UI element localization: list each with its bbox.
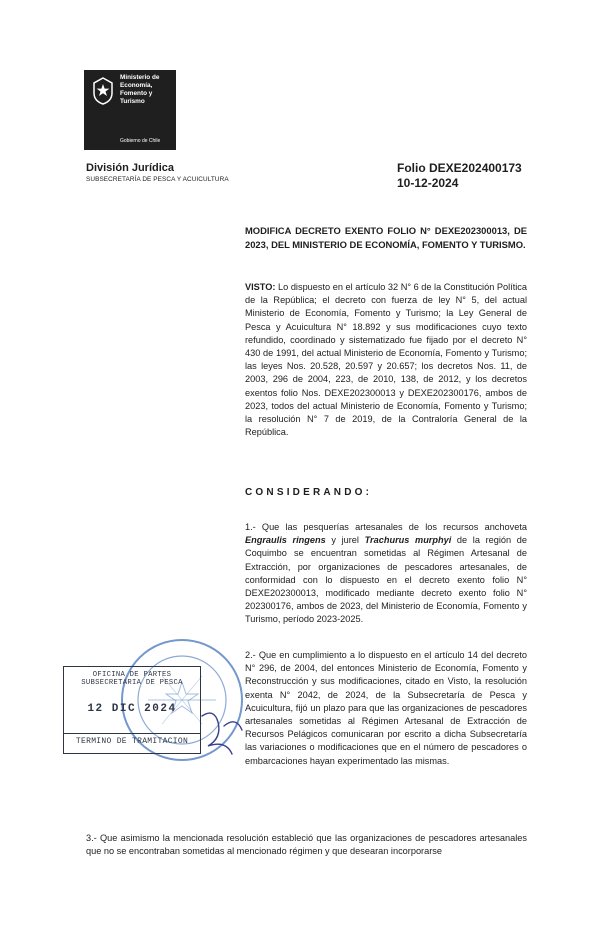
considerando-paragraph-1: 1.- Que las pesquerías artesanales de los recursos anchoveta Engraulis ringens y jurel Trachurus murphyi de la región de Coquimbo se encuentran sometidas al Régimen Artesanal de Extracción, por organizaciones de pescadores artesanales, de conformidad con lo dispuesto en el decreto exento folio N° DEXE202300013, modificado mediante decreto exento folio N° 202300176, ambos de 2023, del Ministerio de Economía, Fomento y Turismo, período 2023-2025. (245, 522, 527, 625)
document-title: MODIFICA DECRETO EXENTO FOLIO N° DEXE202300013, DE 2023, DEL MINISTERIO DE ECONOMÍA, FOMENTO Y TURISMO. (245, 225, 527, 250)
document-date: 10-12-2024 (397, 176, 459, 190)
species-name: Trachurus murphyi (364, 535, 452, 546)
subsecretaria-label: SUBSECRETARÍA DE PESCA Y ACUICULTURA (86, 176, 229, 183)
division-label: División Jurídica (86, 162, 175, 174)
chile-coat-of-arms-icon (90, 76, 116, 106)
government-logo (84, 70, 176, 150)
visto-paragraph (245, 281, 527, 439)
visto-label: VISTO: (245, 282, 276, 292)
oficina-partes-stamp: OFICINA DE PARTES SUBSECRETARIA DE PESCA 12 DIC 2024 TERMINO DE TRAMITACION (63, 666, 201, 754)
stamp-date: 12 DIC 2024 (87, 703, 177, 715)
visto-text: Lo dispuesto en el artículo 32 N° 6 de la Constitución Política de la República; el decreto con fuerza de ley N° 5, del actual Ministerio de Economía, Fomento y Turismo; la Ley General de Pesca y Acuicultura N° 18.892 y sus modificaciones cuyo texto refundido, coordinado y sistematizado fue fijado por el decreto N° 430 de 1991, del actual Ministerio de Economía, Fomento y Turismo; las leyes Nos. 20.528, 20.597 y 20.657; los decretos Nos. 11, de 2003, 296 de 2004, 223, de 2010, 138, de 2012, y los decretos exentos folio Nos. DEXE202300013 y DEXE202300176, ambos de 2023, todos del actual Ministerio de Economía, Fomento y Turismo; la resolución N° 7 de 2019, de la Contraloría General de la República. (245, 282, 527, 438)
considerando-paragraph-3: 3.- Que asimismo la mencionada resolución estableció que las organizaciones de pescadores artesanales que no se encontraban sometidas al mencionado régimen y que desearan incorporarse (86, 833, 527, 857)
species-name: Engraulis ringens (245, 535, 326, 546)
handwritten-initials (196, 706, 250, 766)
considerando-heading: CONSIDERANDO: (245, 487, 373, 498)
gobierno-label: Gobierno de Chile (120, 138, 161, 144)
ministry-name: Ministerio de Economía, Fomento y Turismo (120, 74, 160, 105)
folio-number: Folio DEXE202400173 (397, 161, 522, 175)
considerando-paragraph-2: 2.- Que en cumplimiento a lo dispuesto en el artículo 14 del decreto N° 296, de 2004, del entonces Ministerio de Economía, Fomento y Reconstrucción y sus modificaciones, citado en Visto, la resolución exenta N° 2042, de 2024, de la Subsecretaría de Pesca y Acuicultura, fijó un plazo para que las organizaciones de pescadores artesanales sometidas al Régimen Artesanal de Extracción de Recursos Pelágicos comunicaran por escrito a dicha Subsecretaría las variaciones o modificaciones que en el número de pescadores o embarcaciones hayan experimentado las mismas. (245, 650, 527, 766)
